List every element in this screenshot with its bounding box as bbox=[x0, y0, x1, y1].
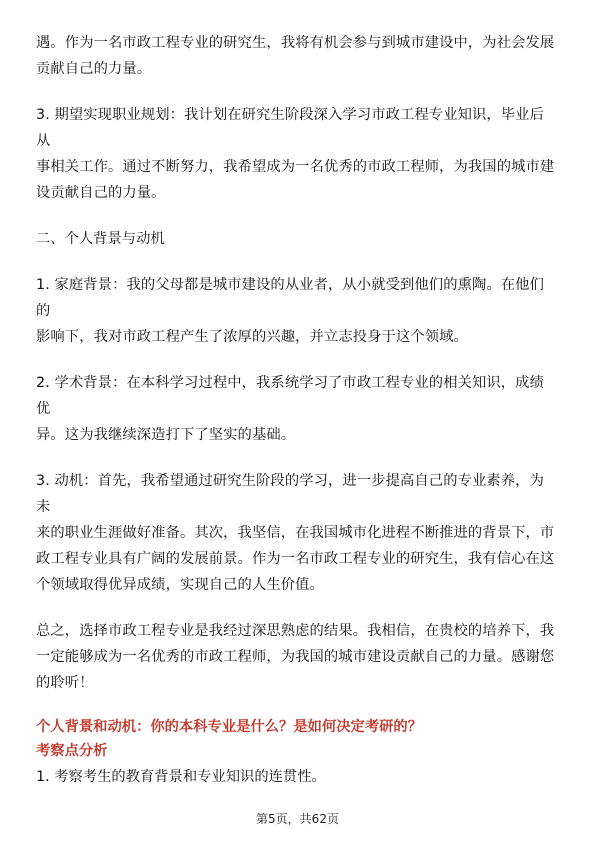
paragraph-continuation: 遇。作为一名市政工程专业的研究生，我将有机会参与到城市建设中，为社会发展 贡献自己的力量。 bbox=[36, 35, 555, 77]
page-number: 第5页，共62页 bbox=[256, 812, 339, 826]
paragraph-conclusion: 总之，选择市政工程专业是我经过深思熟虑的结果。我相信，在贵校的培养下，我 一定能够成为一名优秀的市政工程师，为我国的城市建设贡献自己的力量。感谢您 的聆听！ bbox=[36, 623, 555, 691]
paragraph-career-plan: 3. 期望实现职业规划：我计划在研究生阶段深入学习市政工程专业知识，毕业后从 事相关工作。通过不断努力，我希望成为一名优秀的市政工程师，为我国的城市建 设贡献自己的力量。 bbox=[36, 107, 555, 201]
paragraph-family-background: 1. 家庭背景：我的父母都是城市建设的从业者，从小就受到他们的熏陶。在他们的 影响下，我对市政工程产生了浓厚的兴趣，并立志投身于这个领域。 bbox=[36, 277, 544, 345]
analysis-item: 1. 考察考生的教育背景和专业知识的连贯性。 bbox=[36, 769, 326, 785]
paragraph-motivation: 3. 动机：首先，我希望通过研究生阶段的学习，进一步提高自己的专业素养，为未 来的职业生涯做好准备。其次，我坚信，在我国城市化进程不断推进的背景下，市 政工程专业具有广阔的发展前景。作为一名市政工程专业的研究生，我有信心在这 个领域取得优异成绩，实现自己的人生价值。 bbox=[36, 473, 555, 593]
paragraph-academic-background: 2. 学术背景：在本科学习过程中，我系统学习了市政工程专业的相关知识，成绩优 异。这为我继续深造打下了坚实的基础。 bbox=[36, 375, 544, 443]
section-heading-background: 二、个人背景与动机 bbox=[36, 231, 165, 247]
question-title: 个人背景和动机：你的本科专业是什么？是如何决定考研的？ bbox=[36, 719, 423, 735]
analysis-heading: 考察点分析 bbox=[36, 743, 108, 759]
page-content bbox=[36, 30, 558, 788]
